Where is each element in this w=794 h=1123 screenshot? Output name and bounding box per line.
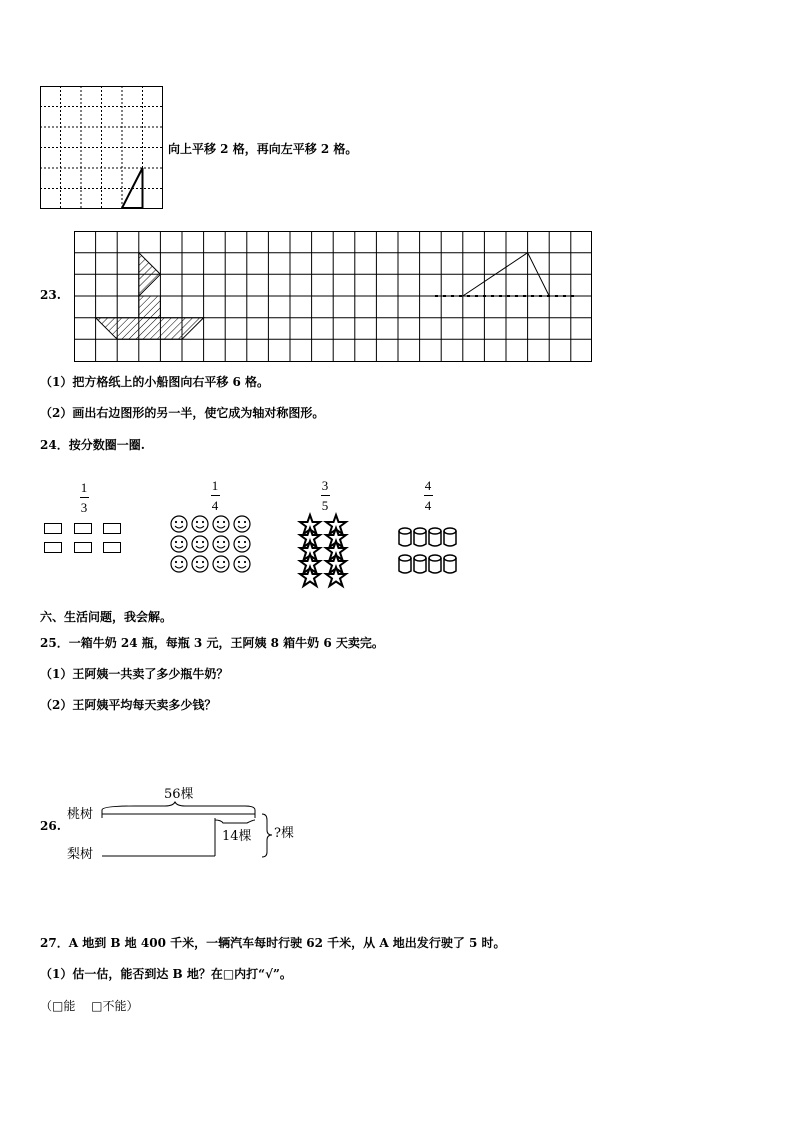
numerator: 4 xyxy=(424,478,432,493)
denominator: 3 xyxy=(80,500,88,515)
rectangle-icon xyxy=(45,524,62,534)
denominator: 4 xyxy=(424,498,432,513)
q22-instruction: 向上平移 2 格，再向左平移 2 格。 xyxy=(168,142,358,156)
cylinders-group xyxy=(397,527,461,579)
star-icon xyxy=(300,554,320,573)
fraction-1-3 xyxy=(74,480,94,515)
star-icon xyxy=(300,528,320,547)
smiley-icon xyxy=(192,516,208,532)
star-icon xyxy=(326,554,346,573)
q26-number: 26. xyxy=(40,819,61,833)
smileys-group xyxy=(170,515,252,575)
star-icon xyxy=(326,567,346,586)
smiley-icon xyxy=(213,516,229,532)
pear-label: 梨树 xyxy=(67,847,94,862)
cylinder-icon xyxy=(414,555,426,573)
q24-title: 24．按分数圈一圈. xyxy=(40,438,145,452)
peach-label: 桃树 xyxy=(67,807,94,822)
cylinder-icon xyxy=(444,555,456,573)
smiley-icon xyxy=(171,536,187,552)
rectangle-icon xyxy=(104,543,121,553)
fraction-1-4 xyxy=(205,478,225,513)
q23-number: 23. xyxy=(40,288,61,302)
numerator: 3 xyxy=(321,478,329,493)
total-unknown: ?棵 xyxy=(274,826,294,841)
fraction-4-4 xyxy=(418,478,438,513)
star-icon xyxy=(326,515,346,534)
rectangle-icon xyxy=(104,524,121,534)
cylinder-icon xyxy=(429,528,441,546)
rectangles-group xyxy=(44,523,124,555)
star-icon xyxy=(326,528,346,547)
q27-title: 27．A 地到 B 地 400 千米，一辆汽车每时行驶 62 千米，从 A 地出发行驶了 5 时。 xyxy=(40,936,506,950)
rectangle-icon xyxy=(75,543,92,553)
denominator: 4 xyxy=(211,498,219,513)
cylinder-icon xyxy=(429,555,441,573)
q23-sub2: （2）画出右边图形的另一半，使它成为轴对称图形。 xyxy=(40,406,325,420)
denominator: 5 xyxy=(321,498,329,513)
q23-grid xyxy=(74,231,592,363)
section6-title: 六、生活问题，我会解。 xyxy=(40,610,173,624)
smiley-icon xyxy=(234,536,250,552)
cylinder-icon xyxy=(399,528,411,546)
peach-count: 56棵 xyxy=(164,787,194,802)
rectangle-icon xyxy=(75,524,92,534)
stars-group xyxy=(298,515,352,587)
q27-sub1: （1）估一估，能否到达 B 地？在□内打“√”。 xyxy=(40,967,292,981)
q26-line-diagram xyxy=(95,800,275,862)
q22-grid xyxy=(40,86,164,210)
smiley-icon xyxy=(234,556,250,572)
smiley-icon xyxy=(234,516,250,532)
rectangle-icon xyxy=(45,543,62,553)
q25-sub1: （1）王阿姨一共卖了多少瓶牛奶？ xyxy=(40,667,229,681)
star-icon xyxy=(300,541,320,560)
numerator: 1 xyxy=(211,478,219,493)
q25-title: 25．一箱牛奶 24 瓶，每瓶 3 元，王阿姨 8 箱牛奶 6 天卖完。 xyxy=(40,636,384,650)
star-icon xyxy=(326,541,346,560)
smiley-icon xyxy=(192,556,208,572)
q27-options[interactable]: （□能 □不能） xyxy=(40,999,139,1013)
smiley-icon xyxy=(213,536,229,552)
smiley-icon xyxy=(213,556,229,572)
q25-sub2: （2）王阿姨平均每天卖多少钱？ xyxy=(40,698,217,712)
fraction-3-5 xyxy=(315,478,335,513)
star-icon xyxy=(300,515,320,534)
q23-sub1: （1）把方格纸上的小船图向右平移 6 格。 xyxy=(40,375,270,389)
numerator: 1 xyxy=(80,480,88,495)
difference-label: 14棵 xyxy=(222,829,252,844)
star-icon xyxy=(300,567,320,586)
cylinder-icon xyxy=(444,528,456,546)
smiley-icon xyxy=(171,516,187,532)
smiley-icon xyxy=(192,536,208,552)
smiley-icon xyxy=(171,556,187,572)
cylinder-icon xyxy=(399,555,411,573)
cylinder-icon xyxy=(414,528,426,546)
